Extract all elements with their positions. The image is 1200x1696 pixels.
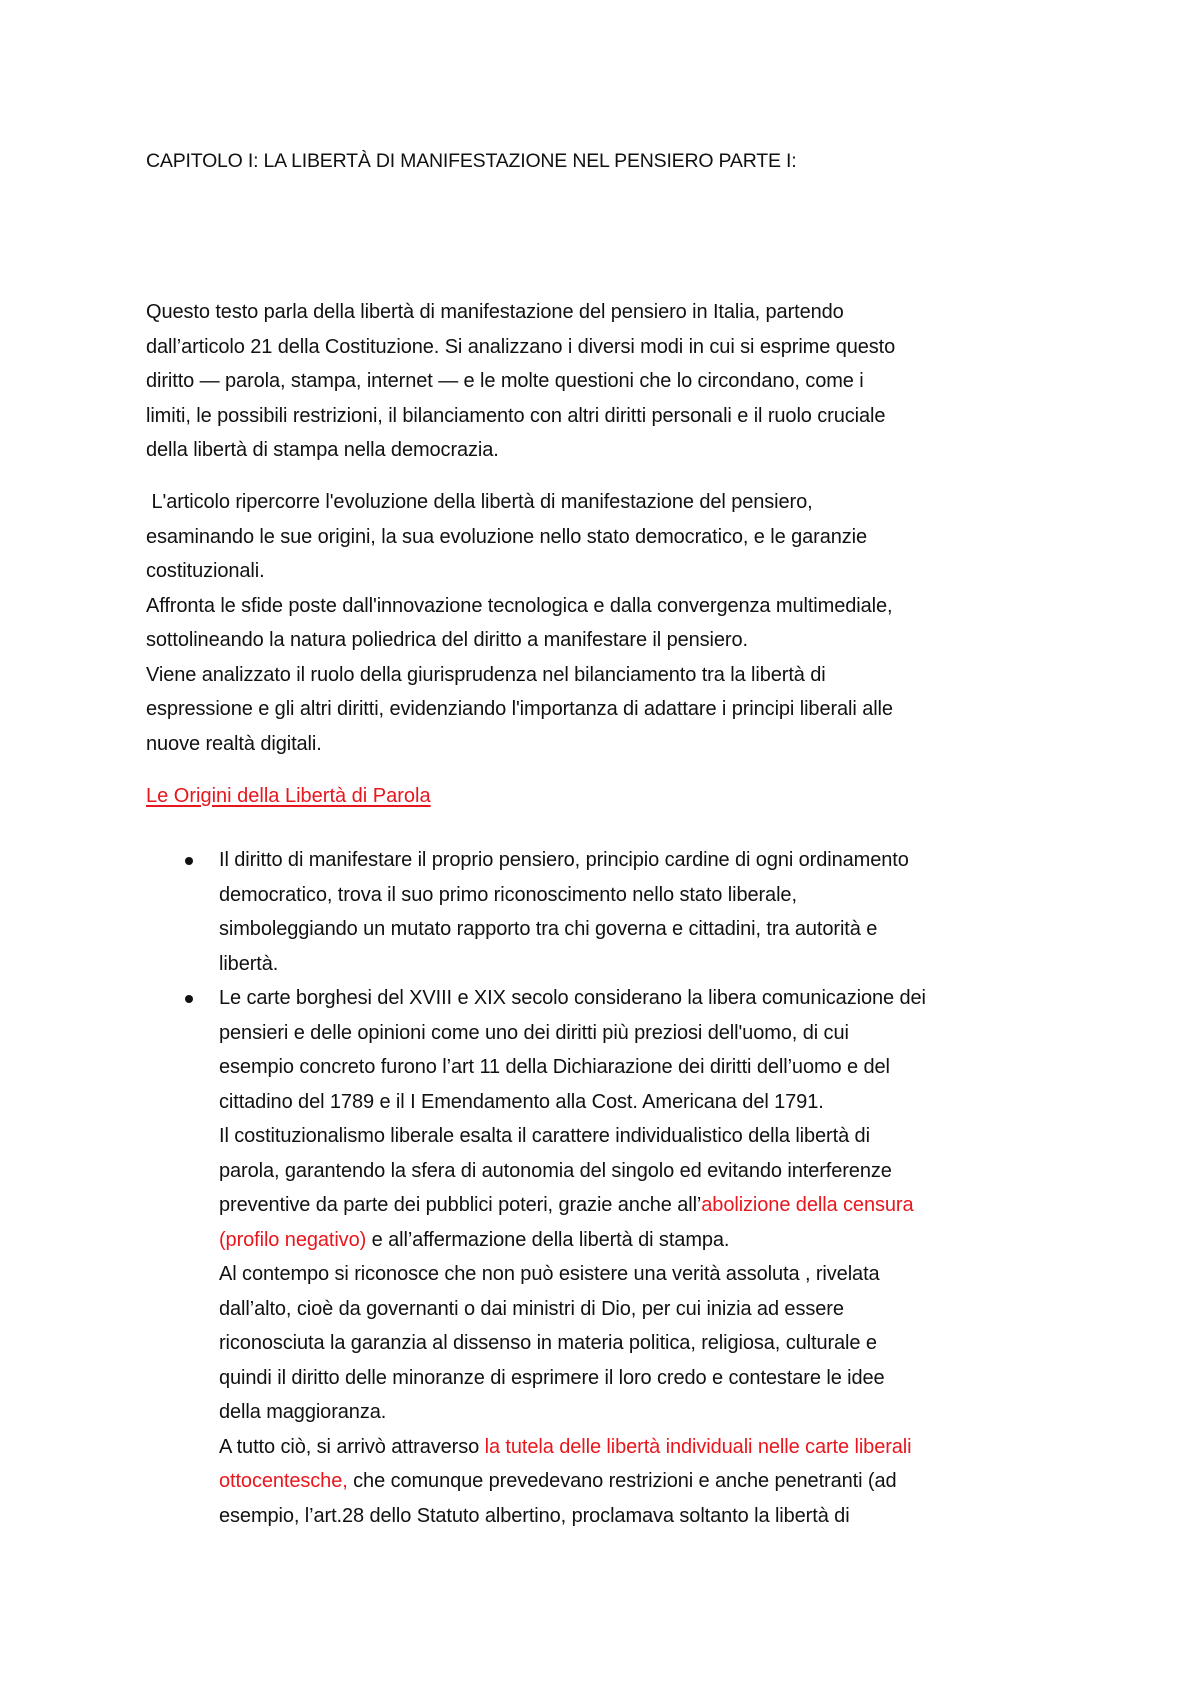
summary-line: esaminando le sue origini, la sua evoluzione nello stato democratico, e le garanzie <box>146 525 868 548</box>
bullet-text: e all’affermazione della libertà di stampa. <box>366 1228 730 1251</box>
bullet-line: democratico, trova il suo primo riconoscimento nello stato liberale, <box>219 883 797 906</box>
intro-paragraph <box>146 295 1076 468</box>
summary-paragraph <box>146 485 1076 761</box>
list-item <box>146 843 1086 981</box>
bullet-line: Il costituzionalismo liberale esalta il carattere individualistico della libertà di <box>219 1125 870 1147</box>
highlight-text: abolizione della censura <box>701 1194 914 1216</box>
summary-line: sottolineando la natura poliedrica del diritto a manifestare il pensiero. <box>146 629 748 651</box>
summary-line: Affronta le sfide poste dall'innovazione tecnologica e dalla convergenza multimediale, <box>146 594 893 617</box>
intro-line: dall’articolo 21 della Costituzione. Si analizzano i diversi modi in cui si esprime questo <box>146 335 896 358</box>
bullet-text: preventive da parte dei pubblici poteri, grazie anche all’ <box>219 1194 702 1216</box>
bullet-line <box>219 1223 1086 1258</box>
bullet-line: esempio, l’art.28 dello Statuto albertino, proclamava soltanto la libertà di <box>219 1504 850 1527</box>
summary-line: nuove realtà digitali. <box>146 732 322 755</box>
intro-line: diritto — parola, stampa, internet — e le molte questioni che lo circondano, come i <box>146 370 864 392</box>
highlight-text: (profilo negativo) <box>219 1228 367 1251</box>
bullet-list <box>146 843 1086 1533</box>
bullet-line: simboleggiando un mutato rapporto tra chi governa e cittadini, tra autorità e <box>219 918 878 940</box>
bullet-line <box>219 1430 1086 1465</box>
highlight-text: la tutela delle libertà individuali nelle carte liberali <box>484 1435 912 1458</box>
section-heading-link[interactable]: Le Origini della Libertà di Parola <box>146 785 431 807</box>
bullet-line: parola, garantendo la sfera di autonomia del singolo ed evitando interferenze <box>219 1159 892 1182</box>
bullet-line: dall’alto, cioè da governanti o dai ministri di Dio, per cui inizia ad essere <box>219 1297 844 1320</box>
intro-line: della libertà di stampa nella democrazia. <box>146 439 499 461</box>
intro-line: limiti, le possibili restrizioni, il bilanciamento con altri diritti personali e il ruolo cruciale <box>146 404 886 427</box>
chapter-title: CAPITOLO I: LA LIBERTÀ DI MANIFESTAZIONE NEL PENSIERO PARTE I: <box>146 150 797 172</box>
bullet-icon <box>185 995 193 1003</box>
bullet-line: Al contempo si riconosce che non può esistere una verità assoluta , rivelata <box>219 1263 880 1285</box>
bullet-line: quindi il diritto delle minoranze di esprimere il loro credo e contestare le idee <box>219 1366 885 1389</box>
bullet-line: esempio concreto furono l’art 11 della Dichiarazione dei diritti dell’uomo e del <box>219 1056 890 1078</box>
bullet-line: della maggioranza. <box>219 1401 387 1423</box>
bullet-text: A tutto ciò, si arrivò attraverso <box>219 1435 485 1458</box>
summary-line: L'articolo ripercorre l'evoluzione della libertà di manifestazione del pensiero, <box>146 491 813 513</box>
bullet-line: cittadino del 1789 e il I Emendamento alla Cost. Americana del 1791. <box>219 1090 824 1113</box>
bullet-text: che comunque prevedevano restrizioni e anche penetranti (ad <box>347 1470 897 1492</box>
bullet-line: libertà. <box>219 952 279 975</box>
bullet-line: Le carte borghesi del XVIII e XIX secolo considerano la libera comunicazione dei <box>219 987 926 1009</box>
highlight-text: ottocentesche, <box>219 1470 348 1492</box>
intro-line: Questo testo parla della libertà di manifestazione del pensiero in Italia, partendo <box>146 301 844 323</box>
bullet-line: riconosciuta la garanzia al dissenso in materia politica, religiosa, culturale e <box>219 1332 877 1354</box>
summary-line: espressione e gli altri diritti, evidenziando l'importanza di adattare i principi liberali alle <box>146 698 893 720</box>
summary-line: costituzionali. <box>146 560 265 582</box>
bullet-line: Il diritto di manifestare il proprio pensiero, principio cardine di ogni ordinamento <box>219 849 909 871</box>
list-item <box>146 981 1086 1533</box>
bullet-icon <box>185 857 193 865</box>
summary-line: Viene analizzato il ruolo della giurisprudenza nel bilanciamento tra la libertà di <box>146 663 826 686</box>
bullet-line <box>219 1464 1086 1499</box>
bullet-line: pensieri e delle opinioni come uno dei diritti più preziosi dell'uomo, di cui <box>219 1021 849 1044</box>
bullet-line <box>219 1188 1086 1223</box>
